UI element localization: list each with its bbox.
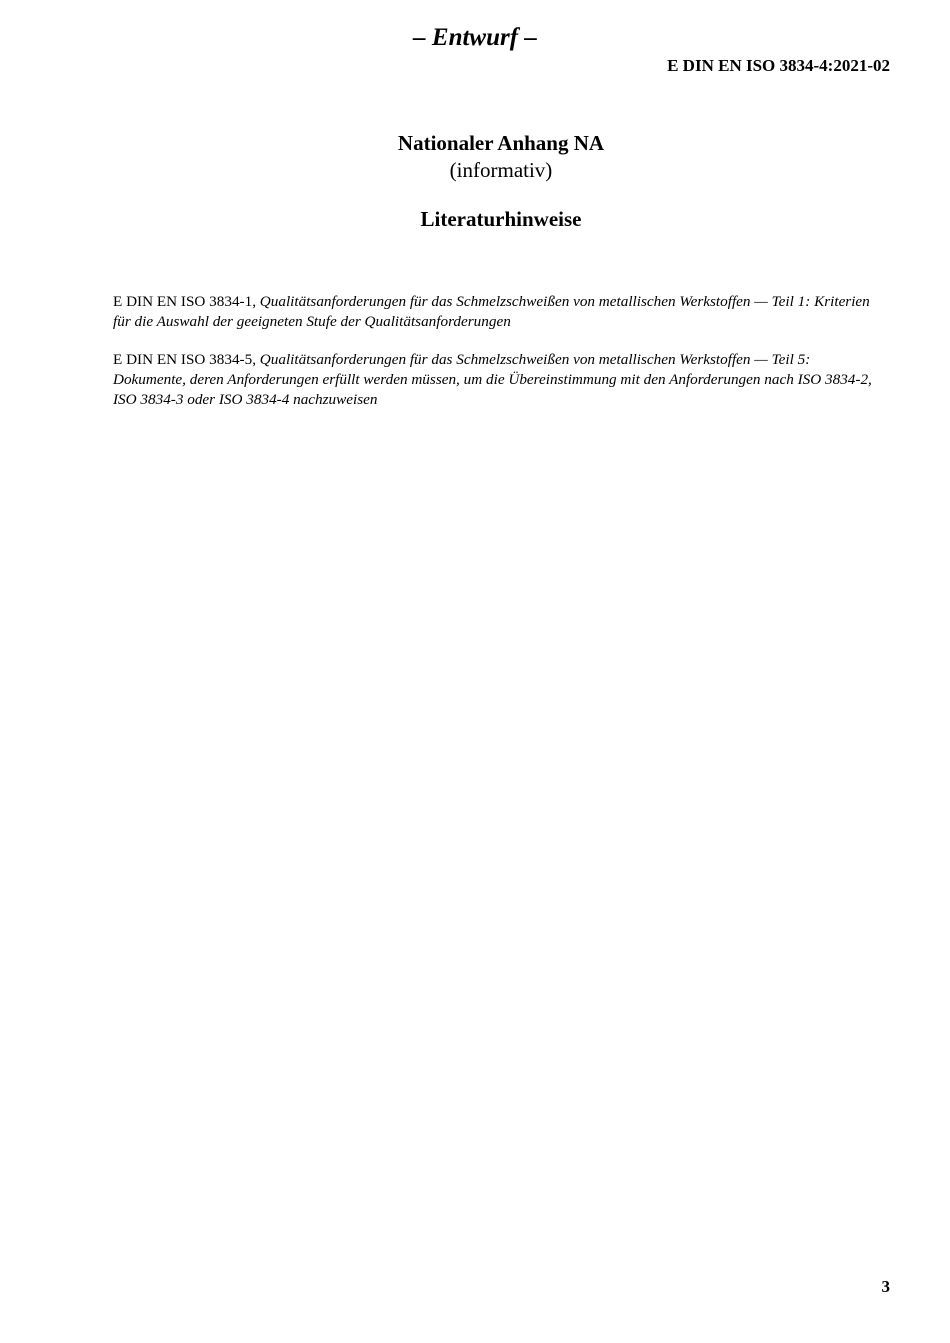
section-title: Literaturhinweise [420,207,582,231]
draft-watermark-label: – Entwurf – [413,24,537,51]
document-identifier: E DIN EN ISO 3834-4:2021-02 [667,56,890,75]
reference-designation: E DIN EN ISO 3834-1, [113,293,256,310]
reference-title: Qualitätsanforderungen für das Schmelzschweißen von metallischen Werkstoffen — Teil 5: Dokumente, deren Anforderungen erfüllt werden müssen, um die Übereinstimmung mit den Anforderungen nach ISO 3834-2, ISO 3834-3 oder ISO 3834-4 nachzuweisen [113,351,872,408]
annex-title: Nationaler Anhang NA [397,131,605,155]
reference-title: Qualitätsanforderungen für das Schmelzschweißen von metallischen Werkstoffen — Teil 1: Kriterien für die Auswahl der geeigneten Stufe der Qualitätsanforderungen [113,293,870,330]
annex-subtitle: (informativ) [449,158,553,182]
page-number: 3 [881,1277,890,1296]
reference-designation: E DIN EN ISO 3834-5, [113,351,256,368]
reference-list [113,292,873,428]
reference-entry [113,350,873,410]
reference-entry [113,292,873,332]
